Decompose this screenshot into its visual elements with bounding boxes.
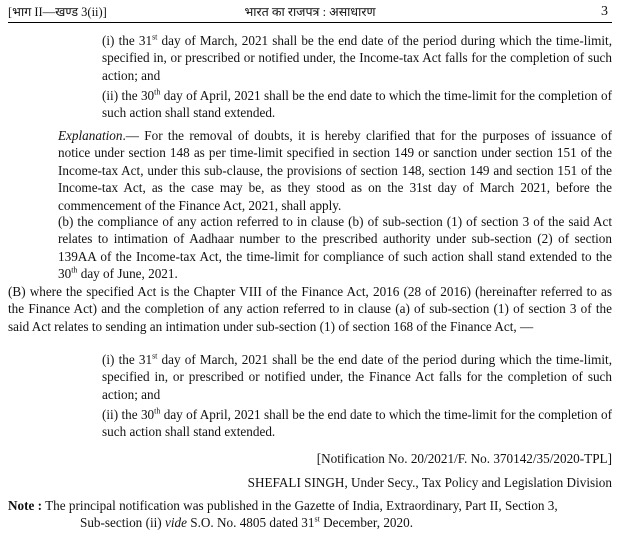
clause-B-i <box>102 351 612 403</box>
clause-B-i-pre: (i) the 31 <box>102 352 153 367</box>
note-line-2-post: December, 2020. <box>319 515 413 531</box>
clause-B-ii-sup: th <box>154 406 161 416</box>
clause-a-ii-sup: th <box>154 87 161 97</box>
explanation-paragraph <box>58 127 612 214</box>
clause-b <box>58 213 612 283</box>
explanation-label: Explanation <box>58 128 123 143</box>
clause-b-post: day of June, 2021. <box>77 266 178 282</box>
clause-B-i-post: day of March, 2021 shall be the end date of the period during which the time-limit, specified in, or prescribed or notified under, the Finance Act falls for the completion of such action; and <box>102 352 613 402</box>
note-line-1: The principal notification was published in the Gazette of India, Extraordinary, Part II, Section 3, <box>45 498 558 513</box>
clause-b-pre: (b) the compliance of any action referred to in clause (b) of sub-section (1) of section 3 of the said Act relates to intimation of Aadhaar number to the prescribed authority under sub-section (2) of section 139AA of the Income-tax Act, the time-limit for compliance of such action shall stand extended to the 30 <box>58 214 612 282</box>
note-line-2-pre: Sub-section (ii) <box>80 515 165 531</box>
note-paragraph <box>8 497 612 532</box>
clause-a-i-post: day of March, 2021 shall be the end date of the period during which the time-limit, specified in, or prescribed or notified under, the Income-tax Act falls for the completion of such action; and <box>102 33 613 83</box>
header-rule <box>8 22 612 23</box>
signatory: SHEFALI SINGH, Under Secy., Tax Policy and Legislation Division <box>247 475 612 490</box>
clause-a-i-pre: (i) the 31 <box>102 33 153 48</box>
explanation-text: .— For the removal of doubts, it is hereby clarified that for the purposes of issuance of notice under section 148 as per time-limit specified in section 149 or sanction under section 151 of the Income-tax Act, under this sub-clause, the provisions of section 148, section 149 and section 151 of the Income-tax Act, as the case may be, as they stood as on the 31st day of March 2021, before the commencement of the Finance Act, 2021, shall apply. <box>58 128 612 213</box>
note-line-2-mid: S.O. No. 4805 dated 31 <box>186 515 315 531</box>
clause-a-ii-pre: (ii) the 30 <box>102 88 155 103</box>
page-header <box>8 3 612 21</box>
clause-B-ii-post: day of April, 2021 shall be the end date to which the time-limit for the completion of such action shall stand extended. <box>102 407 612 440</box>
clause-B-ii-pre: (ii) the 30 <box>102 407 155 422</box>
notification-reference: [Notification No. 20/2021/F. No. 370142/35/2020-TPL] <box>316 451 612 466</box>
clause-B-i-sup: st <box>152 351 158 361</box>
header-part-section: [भाग II—खण्ड 3(ii)] <box>8 5 107 19</box>
clause-a-ii-post: day of April, 2021 shall be the end date to which the time-limit for the completion of such action shall stand extended. <box>102 88 612 121</box>
clause-B-ii <box>102 406 612 441</box>
note-line-2 <box>8 514 612 531</box>
note-label: Note : <box>8 498 43 513</box>
header-gazette-title: भारत का राजपत्र : असाधारण <box>244 5 376 19</box>
clause-b-sup: th <box>71 265 78 275</box>
clause-B: (B) where the specified Act is the Chapter VIII of the Finance Act, 2016 (28 of 2016) (hereinafter referred to as the Finance Act) and the completion of any action referred to in clause (a) of sub-section (1) of section 3 of the said Act relates to sending an intimation under sub-section (1) of section 168 of the Finance Act, — <box>8 284 612 334</box>
clause-a-i-sup: st <box>152 32 158 42</box>
clause-a-ii <box>102 87 612 122</box>
clause-a-i <box>102 32 612 84</box>
note-vide: vide <box>164 515 187 531</box>
note-line-2-sup: st <box>314 515 320 525</box>
page-number: 3 <box>601 4 608 19</box>
